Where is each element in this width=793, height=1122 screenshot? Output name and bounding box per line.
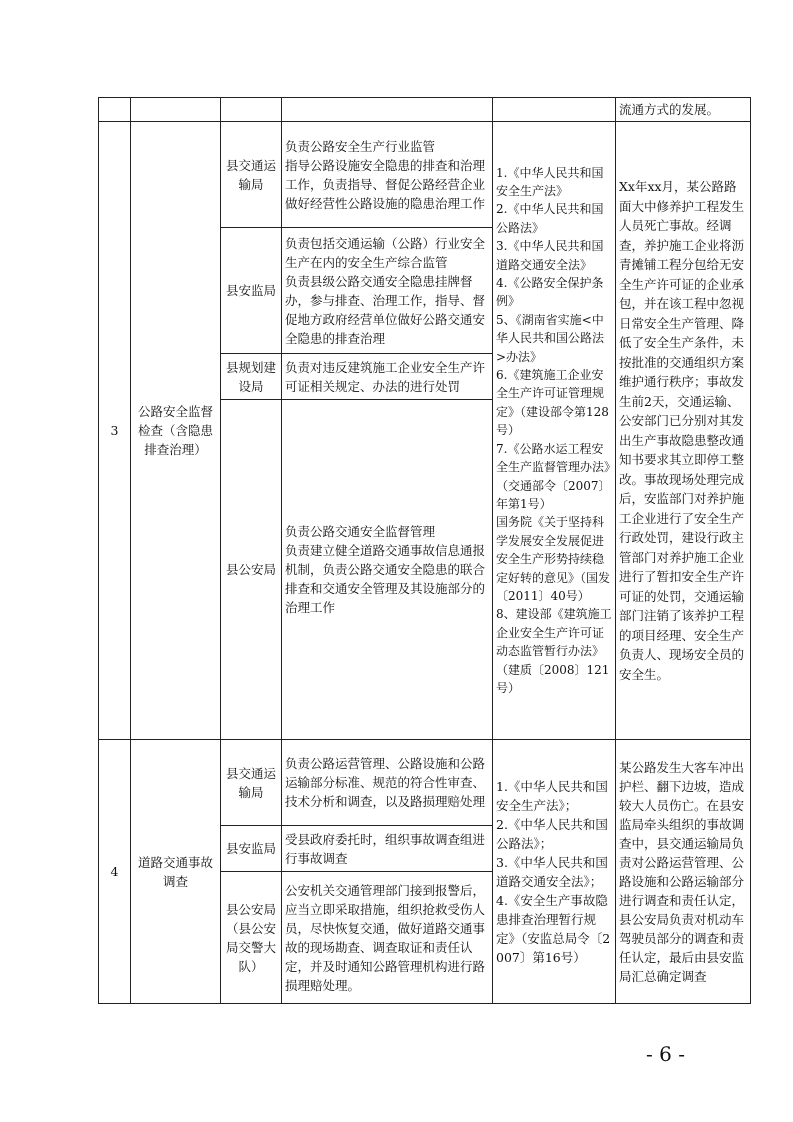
cell-num-empty	[99, 98, 131, 122]
laws-cell: 1.《中华人民共和国安全生产法》； 2.《中华人民共和国公路法》； 3.《中华人民共和国道路交通安全法》； 4.《安全生产事故隐患排查治理暂行规定》（安监总局令〔2007〕第16号）	[493, 740, 616, 1004]
duty-cell: 公安机关交通管理部门接到报警后，应当立即采取措施，组织抢救受伤人员，尽快恢复交通，做好道路交通事故的现场勘查、调查取证和责任认定，并及时通知公路管理机构进行路损理赔处理。	[282, 872, 493, 1004]
cell-case-continuation: 流通方式的发展。	[616, 98, 751, 122]
table-row-continuation	[99, 98, 751, 122]
case-cell: 某公路发生大客车冲出护栏、翻下边坡，造成较大人员伤亡。在县安监局牵头组织的事故调查中，县交通运输局负责对公路运营管理、公路设施和公路运输部分进行调查和责任认定，县公安局负责对机动车驾驶员部分的调查和责任认定，最后由县安监局汇总确定调查	[616, 740, 751, 1004]
page-number: - 6 -	[646, 1042, 685, 1066]
unit-cell: 县规划建设局	[221, 354, 282, 400]
cell-name-empty	[131, 98, 221, 122]
cell-duty-empty	[282, 98, 493, 122]
section-title: 道路交通事故调查	[131, 740, 221, 1004]
unit-cell: 县交通运输局	[221, 122, 282, 228]
section-title: 公路安全监督检查（含隐患排查治理）	[131, 122, 221, 740]
unit-cell: 县公安局（县公安局交警大队）	[221, 872, 282, 1004]
section-number: 3	[99, 122, 131, 740]
cell-laws-empty	[493, 98, 616, 122]
case-cell: Xx年xx月，某公路路面大中修养护工程发生人员死亡事故。经调查，养护施工企业将沥青摊铺工程分包给无安全生产许可证的企业承包，并在该工程中忽视日常安全生产管理、降低了安全生产条件，未按批准的交通组织方案维护通行秩序；事故发生前2天，交通运输、公安部门已分别对其发出生产事故隐患整改通知书要求其立即停工整改。事故现场处理完成后，安监部门对养护施工企业进行了安全生产行政处罚，建设行政主管部门对养护施工企业进行了暂扣安全生产许可证的处罚，交通运输部门注销了该养护工程的项目经理、安全生产负责人、现场安全员的安全生。	[616, 122, 751, 740]
unit-cell: 县安监局	[221, 228, 282, 354]
unit-cell: 县公安局	[221, 400, 282, 740]
duty-cell: 负责公路安全生产行业监管 指导公路设施安全隐患的排查和治理工作，负责指导、督促公路经营企业做好经营性公路设施的隐患治理工作	[282, 122, 493, 228]
table-row	[99, 740, 751, 826]
duty-cell: 负责公路运营管理、公路设施和公路运输部分标准、规范的符合性审查、技术分析和调查，以及路损理赔处理	[282, 740, 493, 826]
section-number: 4	[99, 740, 131, 1004]
laws-cell: 1.《中华人民共和国安全生产法》 2.《中华人民共和国公路法》 3.《中华人民共和国道路交通安全法》 4.《公路安全保护条例》 5、《湖南省实施<中华人民共和国公路法>办法》 6.《建筑施工企业安全生产许可证管理规定》（建设部令第128号） 7.《公路水运工程安全生产监督管理办法》（交通部令〔2007〕年第1号） 国务院《关于坚持科学发展安全发展促进安全生产形势持续稳定好转的意见》（国发〔2011〕40号） 8、建设部《建筑施工企业安全生产许可证动态监管暂行办法》（建质〔2008〕121号）	[493, 122, 616, 740]
cell-unit-empty	[221, 98, 282, 122]
duty-cell: 负责对违反建筑施工企业安全生产许可证相关规定、办法的进行处罚	[282, 354, 493, 400]
unit-cell: 县安监局	[221, 826, 282, 872]
table-row	[99, 122, 751, 228]
duty-cell: 负责公路交通安全监督管理 负责建立健全道路交通事故信息通报机制，负责公路交通安全隐患的联合排查和交通安全管理及其设施部分的治理工作	[282, 400, 493, 740]
duty-cell: 负责包括交通运输（公路）行业安全生产在内的安全生产综合监管 负责县级公路交通安全隐患挂牌督办，参与排查、治理工作，指导、督促地方政府经营单位做好公路交通安全隐患的排查治理	[282, 228, 493, 354]
regulation-table	[98, 97, 751, 1004]
duty-cell: 受县政府委托时，组织事故调查组进行事故调查	[282, 826, 493, 872]
unit-cell: 县交通运输局	[221, 740, 282, 826]
